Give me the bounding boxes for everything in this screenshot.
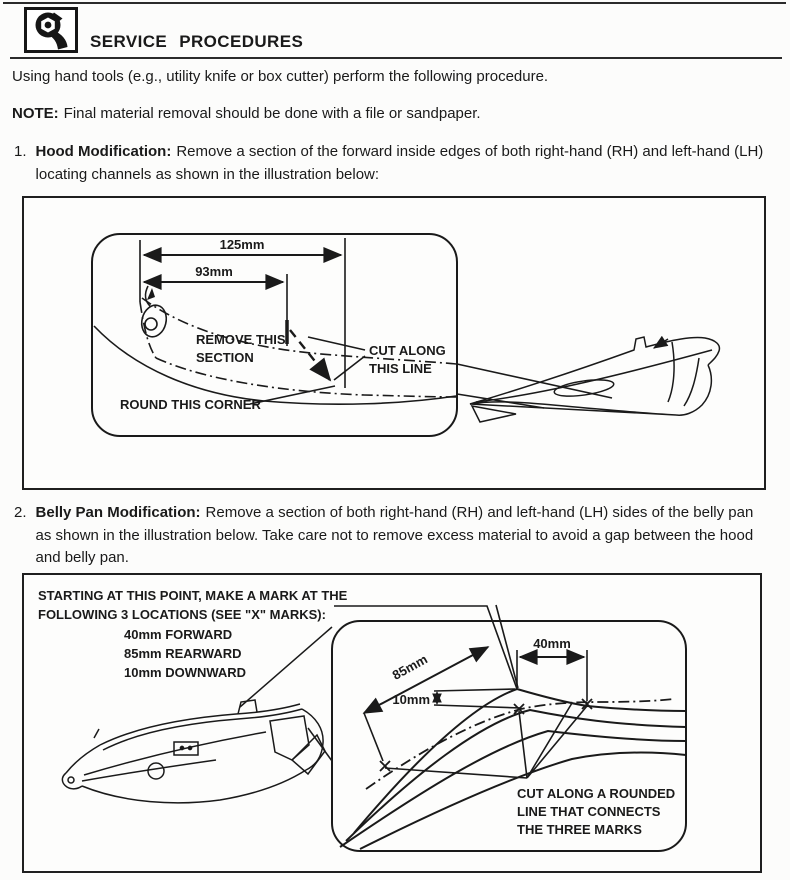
dim-10mm-label: 10mm <box>392 692 430 707</box>
starting-point-label-2: FOLLOWING 3 LOCATIONS (SEE "X" MARKS): <box>38 607 326 622</box>
x-marks <box>380 699 592 771</box>
step-1 <box>14 141 771 186</box>
x-mark <box>380 761 390 771</box>
dim-125mm-label: 125mm <box>219 237 265 252</box>
cut-rounded-label-3: THE THREE MARKS <box>517 822 642 837</box>
location-10mm-downward: 10mm DOWNWARD <box>124 665 247 680</box>
step-2-title: Belly Pan Modification: <box>35 504 201 521</box>
page-title: SERVICE PROCEDURES <box>90 32 304 52</box>
page-top-rule <box>3 2 786 4</box>
starting-point-label-1: STARTING AT THIS POINT, MAKE A MARK AT THE <box>38 588 348 603</box>
dim-40mm-label: 40mm <box>533 636 571 651</box>
step-1-body: Remove a section of the forward inside edges of both right-hand (RH) and left-hand (LH) locating channels as shown in the illustration below: <box>35 143 764 183</box>
remove-section-label-1: REMOVE THIS <box>196 332 286 347</box>
step-2 <box>14 502 765 570</box>
cut-rounded-label-1: CUT ALONG A ROUNDED <box>517 786 676 801</box>
figure-hood-modification <box>22 196 766 490</box>
dim-85mm-label: 85mm <box>389 651 430 683</box>
location-85mm-rearward: 85mm REARWARD <box>124 646 242 661</box>
hood-modification-drawing <box>24 198 764 488</box>
small-arrow-icon <box>147 288 155 300</box>
step-1-number: 1. <box>14 143 27 160</box>
round-corner-label: ROUND THIS CORNER <box>120 397 261 412</box>
step-2-body: Remove a section of both right-hand (RH) and left-hand (LH) sides of the belly pan as shown in the illustration below. Take care not to remove excess material to avoid a gap between the hood and belly pan. <box>35 504 754 566</box>
wrench-nut-icon <box>24 7 78 53</box>
hood-side-view <box>470 337 719 422</box>
service-logo <box>24 7 78 53</box>
remove-section-label-2: SECTION <box>196 350 254 365</box>
cut-along-label-1: CUT ALONG <box>369 343 446 358</box>
header-divider <box>10 57 782 59</box>
step-1-title: Hood Modification: <box>35 143 172 160</box>
step-2-text <box>36 502 765 570</box>
note-text <box>12 103 772 126</box>
step-1-text <box>36 141 771 186</box>
note-label: NOTE: <box>12 105 59 122</box>
note-body: Final material removal should be done with a file or sandpaper. <box>63 105 481 122</box>
step-2-number: 2. <box>14 504 27 521</box>
figure-belly-pan-modification <box>22 573 762 873</box>
intro-text: Using hand tools (e.g., utility knife or box cutter) perform the following procedure. <box>12 68 549 85</box>
cut-rounded-label-2: LINE THAT CONNECTS <box>517 804 661 819</box>
location-40mm-forward: 40mm FORWARD <box>124 627 233 642</box>
cut-along-label-2: THIS LINE <box>369 361 432 376</box>
belly-pan-drawing <box>24 575 760 871</box>
dim-93mm-label: 93mm <box>195 264 233 279</box>
